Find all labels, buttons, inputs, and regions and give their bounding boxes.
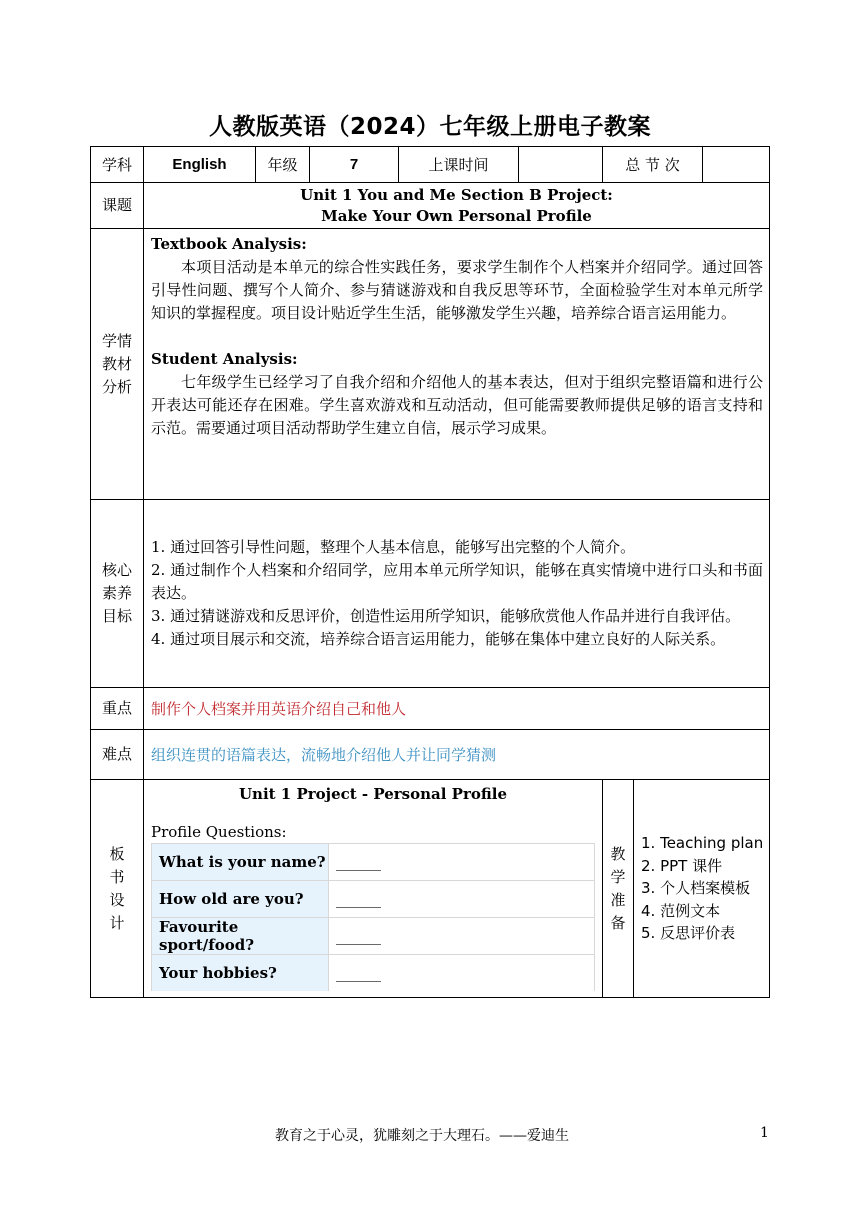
topic-label: 课题 xyxy=(91,183,144,229)
board-row xyxy=(91,780,770,998)
board-label-line: 设 xyxy=(109,890,125,909)
board-label-line: 板 xyxy=(109,844,125,863)
board-label xyxy=(91,780,144,998)
prep-item: 2. PPT 课件 xyxy=(641,856,723,875)
board-label-line: 书 xyxy=(109,867,125,886)
profile-answer-blank: ______ xyxy=(329,881,595,918)
class-time-label: 上课时间 xyxy=(399,147,519,183)
table-row xyxy=(152,918,595,955)
goal-item: 3. 通过猜谜游戏和反思评价，创造性运用所学知识，能够欣赏他人作品并进行自我评估。 xyxy=(151,607,741,625)
key-point-row xyxy=(91,688,770,730)
profile-question: What is your name? xyxy=(152,844,329,881)
prep-label xyxy=(603,780,634,998)
profile-answer-blank: ______ xyxy=(329,955,595,992)
textbook-analysis-heading: Textbook Analysis: xyxy=(151,235,307,253)
board-subtitle: Profile Questions: xyxy=(151,823,287,841)
goals-label-line: 目标 xyxy=(101,607,132,625)
analysis-label-line: 分析 xyxy=(101,377,132,396)
board-title: Unit 1 Project - Personal Profile xyxy=(238,785,508,803)
footer-quote: 教育之于心灵，犹雕刻之于大理石。——爱迪生 xyxy=(275,1128,569,1144)
board-content xyxy=(144,780,603,998)
subject-label: 学科 xyxy=(91,147,144,183)
profile-questions-table xyxy=(151,843,595,991)
profile-question: Favourite sport/food? xyxy=(152,918,329,955)
topic-line-1: Unit 1 You and Me Section B Project: xyxy=(300,185,613,204)
topic-line-2: Make Your Own Personal Profile xyxy=(321,206,592,225)
document-title: 人教版英语（2024）七年级上册电子教案 xyxy=(208,114,651,140)
topic-row xyxy=(91,183,770,229)
key-point-text: 制作个人档案并用英语介绍自己和他人 xyxy=(144,688,770,730)
prep-content xyxy=(634,780,770,998)
prep-item: 5. 反思评价表 xyxy=(641,924,736,943)
prep-item: 3. 个人档案模板 xyxy=(641,879,751,898)
profile-question: How old are you? xyxy=(152,881,329,918)
total-lessons-label: 总 节 次 xyxy=(603,147,703,183)
class-time-value xyxy=(519,147,603,183)
goals-row xyxy=(91,500,770,688)
analysis-label-line: 教材 xyxy=(101,354,132,373)
difficult-point-label: 难点 xyxy=(91,730,144,780)
goal-item: 2. 通过制作个人档案和介绍同学，应用本单元所学知识，能够在真实情境中进行口头和书面表达。 xyxy=(151,561,764,602)
student-analysis-text: 七年级学生已经学习了自我介绍和介绍他人的基本表达，但对于组织完整语篇和进行公开表达可能还存在困难。学生喜欢游戏和互动活动，但可能需要教师提供足够的语言支持和示范。需要通过项目活动帮助学生建立自信，展示学习成果。 xyxy=(151,373,764,437)
lesson-plan-table xyxy=(90,146,770,998)
goals-label xyxy=(91,500,144,688)
goal-item: 1. 通过回答引导性问题，整理个人基本信息，能够写出完整的个人简介。 xyxy=(151,538,636,556)
page-number: 1 xyxy=(760,1125,769,1141)
table-row xyxy=(152,844,595,881)
profile-answer-blank: ______ xyxy=(329,844,595,881)
prep-label-line: 备 xyxy=(610,913,626,932)
student-analysis-heading: Student Analysis: xyxy=(151,350,298,368)
profile-answer-blank: ______ xyxy=(329,918,595,955)
goals-content xyxy=(144,500,770,688)
prep-label-line: 学 xyxy=(610,867,626,886)
difficult-point-text: 组织连贯的语篇表达，流畅地介绍他人并让同学猜测 xyxy=(144,730,770,780)
grade-value: 7 xyxy=(310,147,399,183)
prep-label-line: 准 xyxy=(610,890,626,909)
table-row xyxy=(152,881,595,918)
textbook-analysis-text: 本项目活动是本单元的综合性实践任务，要求学生制作个人档案并介绍同学。通过回答引导性问题、撰写个人简介、参与猜谜游戏和自我反思等环节，全面检验学生对本单元所学知识的掌握程度。项目设计贴近学生生活，能够激发学生兴趣，培养综合语言运用能力。 xyxy=(151,258,764,322)
subject-value: English xyxy=(144,147,256,183)
key-point-label: 重点 xyxy=(91,688,144,730)
prep-item: 1. Teaching plan xyxy=(641,834,764,853)
analysis-row xyxy=(91,229,770,500)
prep-item: 4. 范例文本 xyxy=(641,901,721,920)
goals-label-line: 素养 xyxy=(101,584,132,602)
profile-question: Your hobbies? xyxy=(152,955,329,992)
analysis-content xyxy=(144,229,770,500)
prep-label-line: 教 xyxy=(610,844,626,863)
analysis-label-line: 学情 xyxy=(101,331,132,350)
topic-cell xyxy=(144,183,770,229)
table-row xyxy=(152,955,595,992)
board-label-line: 计 xyxy=(109,913,125,932)
header-row xyxy=(91,147,770,183)
total-lessons-value xyxy=(703,147,770,183)
difficult-point-row xyxy=(91,730,770,780)
analysis-label xyxy=(91,229,144,500)
goals-label-line: 核心 xyxy=(101,561,132,579)
grade-label: 年级 xyxy=(256,147,310,183)
goal-item: 4. 通过项目展示和交流，培养综合语言运用能力，能够在集体中建立良好的人际关系。 xyxy=(151,630,726,648)
